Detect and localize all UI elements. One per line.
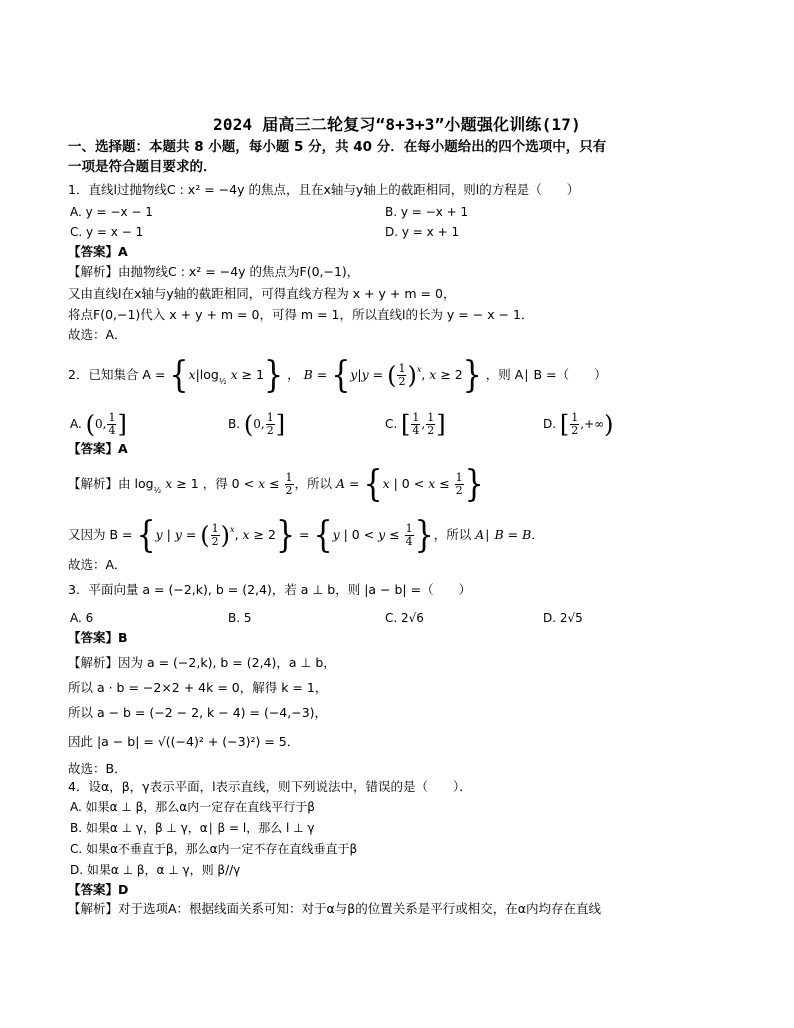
q3-analysis-line4: 因此 |a − b| = √((−4)² + (−3)²) = 5． [68,734,300,749]
q1-option-c: C. y = x − 1 [70,225,144,239]
q3-option-b: B. 5 [228,611,252,625]
q4-answer: 【答案】D [68,882,129,897]
q2-stem-suffix: ，则 A∣ B =（ ） [485,367,607,382]
q2-answer: 【答案】A [68,441,128,456]
q4-analysis-line1: 【解析】对于选项A：根据线面关系可知：对于α与β的位置关系是平行或相交，在α内均存在直线 [68,901,602,916]
q4-option-d: D. 如果α ⊥ β，α ⊥ γ，则 β//γ [70,863,241,877]
q3-option-d: D. 2√5 [543,611,583,625]
q4-option-a: A. 如果α ⊥ β，那么α内一定存在直线平行于β [70,800,315,814]
q1-answer: 【答案】A [68,244,128,259]
q2-stem: 2．已知集合 $A = \{x|\log_{\frac{1}{2}}$ x ≥ 1} ， B = {y|y = ( $\frac{1}{2}$ )$^x$, x ≥ 2} ，则 A∣ B =（ ） [68,353,607,396]
q3-option-a: A. 6 [70,611,94,625]
section-heading-line2: 一项是符合题目要求的． [68,159,217,175]
q2-analysis-line1: 【解析】由 $\log_{\frac{1}{2}} x \ge 1$ ，得 0 < x ≤ $\frac{1}{2}$ ，所以 A = {x | 0 < x ≤ $\frac{1}{2}$ } [68,462,484,505]
q1-analysis-line3: 将点F(0,−1)代入 x + y + m = 0，可得 m = 1，所以直线l的长为 y = − x − 1． [68,307,534,322]
section-heading-line1: 一、选择题：本题共 8 小题，每小题 5 分，共 40 分．在每小题给出的四个选项中，只有 [68,139,607,155]
q3-analysis-line1: 【解析】因为 a = (−2,k), b = (2,4)，a ⊥ b， [68,655,336,670]
q2-analysis-line2: 又因为 B = {y | y = ( $\frac{1}{2}$ )$^x$, x ≥ 2} = {y | 0 < y ≤ $\frac{1}{4}$ }，所以 A∣ B = B． [68,513,544,556]
q4-option-c: C. 如果α不垂直于β，那么α内一定不存在直线垂直于β [70,842,358,856]
q3-analysis-line2: 所以 a · b = −2×2 + 4k = 0，解得 k = 1， [68,680,328,695]
q2-analysis-line3: 故选：A． [68,557,127,572]
q4-stem: 4．设α，β，γ表示平面，l表示直线，则下列说法中，错误的是（ ）． [68,779,472,794]
q3-option-c: C. 2√6 [385,611,424,625]
q2-stem-prefix: 2．已知集合 A = [68,367,166,382]
page-title: 2024 届高三二轮复习“8+3+3”小题强化训练(17) [213,115,581,134]
q1-stem: 1．直线l过抛物线C : x² = −4y 的焦点，且在x轴与y轴上的截距相同，则l的方程是（ ） [68,182,580,197]
q3-answer: 【答案】B [68,630,128,645]
q1-analysis-line1: 【解析】由抛物线C : x² = −4y 的焦点为F(0,−1)， [68,264,360,279]
q1-analysis-line4: 故选：A． [68,327,127,342]
q1-analysis-line2: 又由直线l在x轴与y轴的截距相同，可得直线方程为 x + y + m = 0， [68,286,456,301]
q3-analysis-line5: 故选：B． [68,761,127,776]
q1-option-d: D. y = x + 1 [385,225,460,239]
q2-option-b: B. (0, $\frac{1}{2}$ ] [228,410,286,439]
q3-analysis-line3: 所以 a − b = (−2 − 2, k − 4) = (−4,−3)， [68,705,328,720]
q1-option-a: A. y = −x − 1 [70,205,153,219]
q1-option-b: B. y = −x + 1 [385,205,469,219]
q4-option-b: B. 如果α ⊥ γ，β ⊥ γ，α∣ β = l，那么 l ⊥ γ [70,821,315,835]
q2-option-c: C. [ $\frac{1}{4}$ , $\frac{1}{2}$ ] [385,410,446,439]
q3-stem: 3．平面向量 a = (−2,k), b = (2,4)，若 a ⊥ b，则 |a − b| =（ ） [68,582,472,597]
q2-option-d: D. [ $\frac{1}{2}$ ,+∞) [543,410,614,439]
q2-option-a: A. (0, $\frac{1}{4}$ ] [70,410,127,439]
